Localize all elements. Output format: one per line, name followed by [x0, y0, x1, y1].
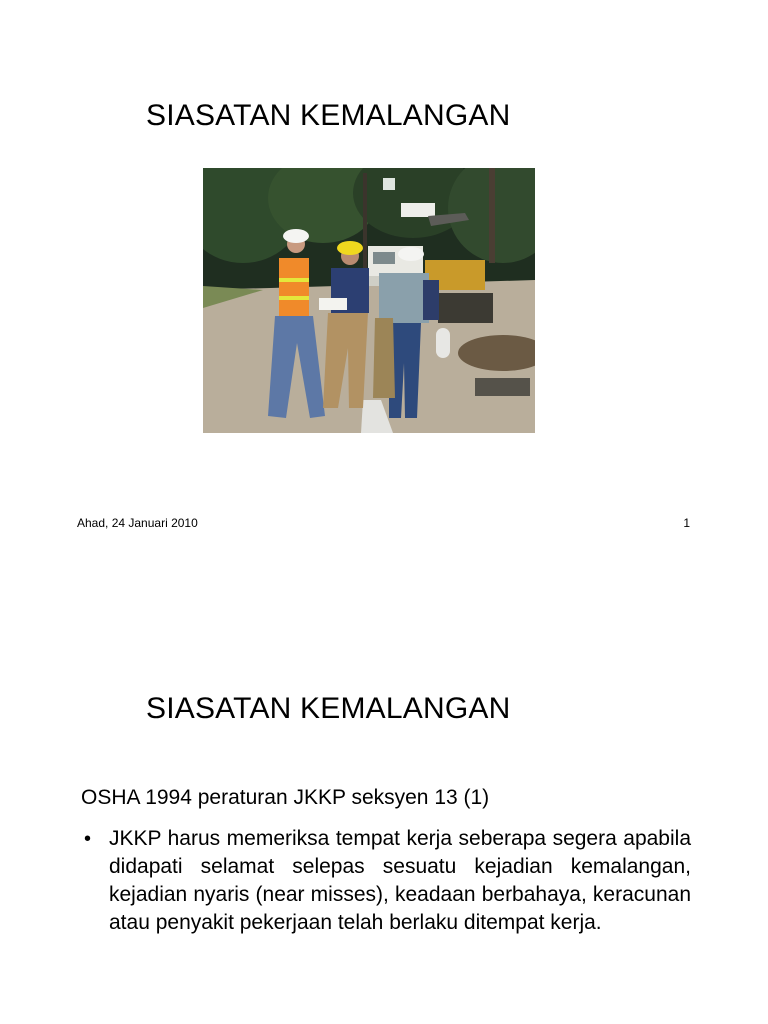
page-number: 1: [683, 516, 690, 530]
slide1-title: SIASATAN KEMALANGAN: [146, 99, 511, 132]
bullet-list-item: [81, 825, 691, 937]
slide2-title: SIASATAN KEMALANGAN: [146, 692, 511, 725]
bullet-text: JKKP harus memeriksa tempat kerja seberapa segera apabila didapati selamat selepas sesuatu kejadian kemalangan, kejadian nyaris (near misses), keadaan berbahaya, keracunan atau penyakit pekerjaan telah berlaku ditempat kerja.: [109, 827, 691, 934]
footer-date: Ahad, 24 Januari 2010: [77, 516, 198, 530]
accident-site-photo: [203, 168, 535, 433]
regulation-heading: OSHA 1994 peraturan JKKP seksyen 13 (1): [81, 786, 490, 809]
bullet-icon: •: [84, 828, 92, 850]
